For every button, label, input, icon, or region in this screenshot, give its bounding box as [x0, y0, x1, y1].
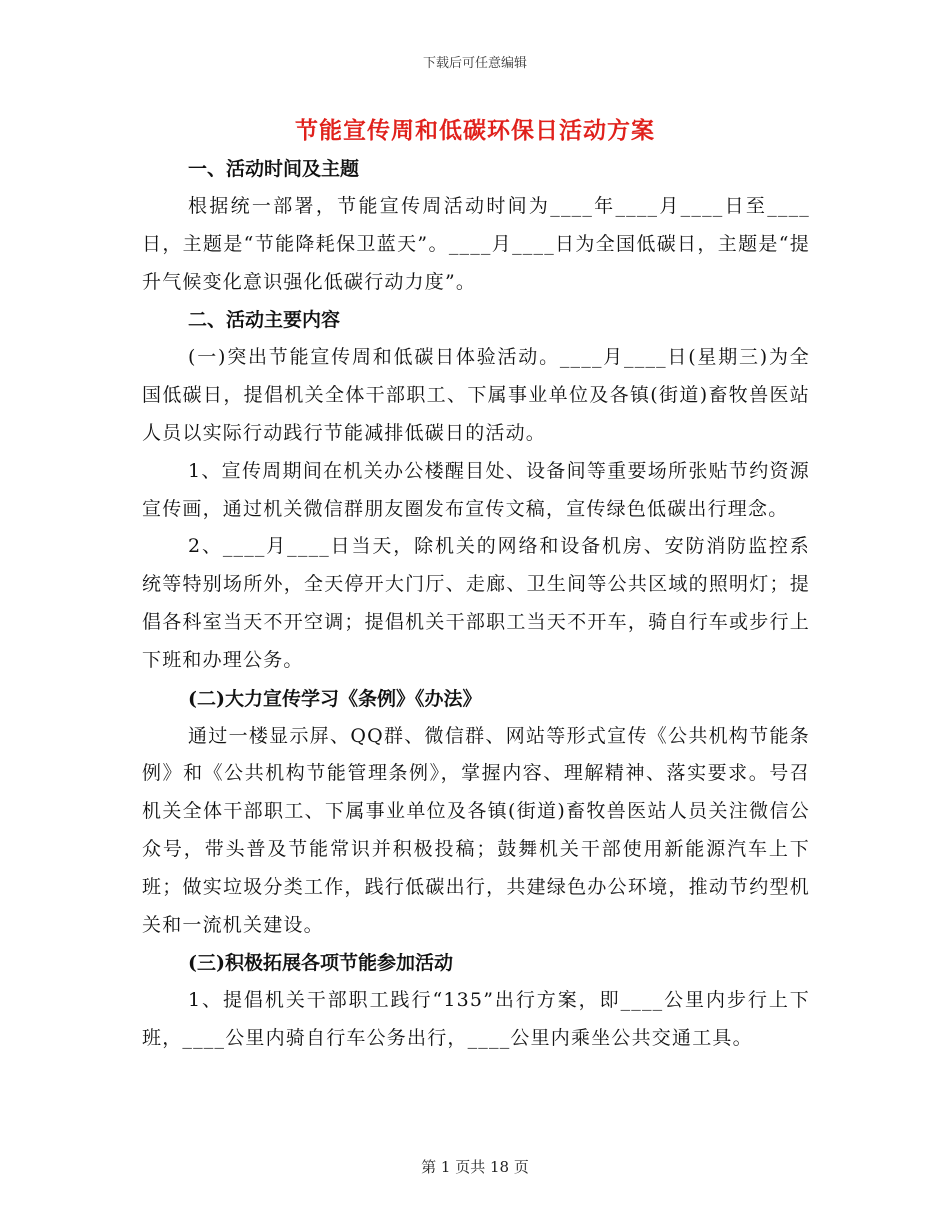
section-2-part-3-heading: (三)积极拓展各项节能参加活动 — [188, 952, 453, 975]
section-2-heading: 二、活动主要内容 — [188, 309, 341, 332]
section-2-part-1-item-2: 2、____月____日当天，除机关的网络和设备机房、安防消防监控系统等特别场所外，全天停开大门厅、走廊、卫生间等公共区域的照明灯；提倡各科室当天不开空调；提倡机关干部职工当天不开车，骑自行车或步行上下班和办理公务。 — [142, 535, 810, 671]
page-footer-number: 第 1 页共 18 页 — [421, 1158, 529, 1176]
section-2-part-1-item-1: 1、宣传周期间在机关办公楼醒目处、设备间等重要场所张贴节约资源宣传画，通过机关微信群朋友圈发布宣传文稿，宣传绿色低碳出行理念。 — [142, 459, 810, 520]
section-2-part-2-paragraph: 通过一楼显示屏、QQ群、微信群、网站等形式宣传《公共机构节能条例》和《公共机构节能管理条例》，掌握内容、理解精神、落实要求。号召机关全体干部职工、下属事业单位及各镇(街道)畜牧兽医站人员关注微信公众号，带头普及节能常识并积极投稿；鼓舞机关干部使用新能源汽车上下班；做实垃圾分类工作，践行低碳出行，共建绿色办公环境，推动节约型机关和一流机关建设。 — [142, 724, 810, 936]
section-2-part-1-paragraph: (一)突出节能宣传周和低碳日体验活动。____月____日(星期三)为全国低碳日，提倡机关全体干部职工、下属事业单位及各镇(街道)畜牧兽医站人员以实际行动践行节能减排低碳日的活动。 — [142, 346, 810, 444]
section-1-paragraph: 根据统一部署，节能宣传周活动时间为____年____月____日至____日，主题是“节能降耗保卫蓝天”。____月____日为全国低碳日，主题是“提升气候变化意识强化低碳行动力度”。 — [142, 195, 810, 293]
page-header-note: 下载后可任意编辑 — [422, 56, 527, 71]
section-1-heading: 一、活动时间及主题 — [188, 158, 360, 180]
section-2-part-2-heading: (二)大力宣传学习《条例》《办法》 — [188, 687, 482, 710]
section-2-part-3-item-1: 1、提倡机关干部职工践行“135”出行方案，即____公里内步行上下班，____公里内骑自行车公务出行，____公里内乘坐公共交通工具。 — [142, 989, 810, 1050]
document-title: 节能宣传周和低碳环保日活动方案 — [295, 117, 655, 144]
document-body — [142, 150, 810, 1058]
